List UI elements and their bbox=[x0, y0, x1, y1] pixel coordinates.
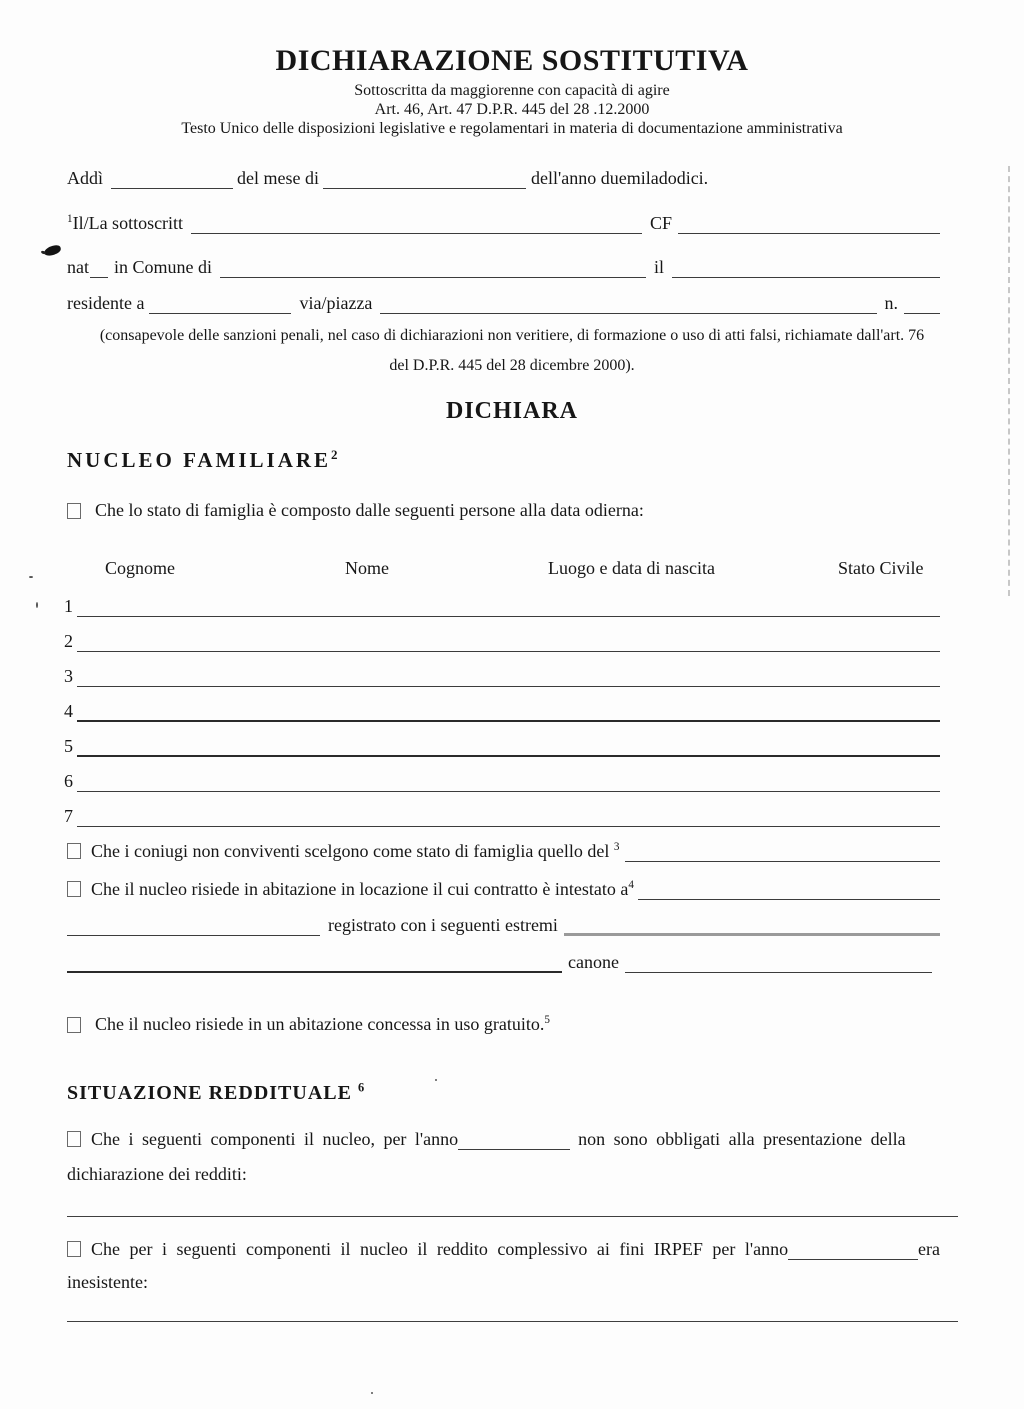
row-number: 4 bbox=[64, 701, 73, 721]
canone-blank bbox=[625, 956, 932, 973]
col-header-luogo-nascita: Luogo e data di nascita bbox=[548, 558, 715, 578]
comune-blank-field bbox=[220, 261, 646, 278]
footnote-ref-4: 4 bbox=[628, 879, 634, 891]
n-label: n. bbox=[884, 293, 898, 313]
addi-label: Addì bbox=[67, 168, 103, 188]
table-row bbox=[64, 736, 940, 757]
row-blank-line bbox=[77, 704, 940, 722]
day-blank-field bbox=[111, 172, 233, 189]
street-number-blank bbox=[904, 297, 940, 314]
table-row bbox=[64, 596, 940, 617]
reddito-inesistente-label-line2: inesistente: bbox=[67, 1272, 148, 1292]
footnote-ref-1: 1 bbox=[67, 213, 73, 225]
reddito-inesistente-label-part1: Che per i seguenti componenti il nucleo il reddito complessivo ai fini IRPEF per l'anno bbox=[91, 1239, 789, 1259]
nat-label: nat bbox=[67, 257, 89, 277]
del-mese-label: del mese di bbox=[237, 168, 319, 188]
date-line bbox=[67, 167, 940, 189]
footnote-ref-2: 2 bbox=[331, 447, 338, 462]
registrato-label: registrato con i seguenti estremi bbox=[328, 915, 558, 935]
canone-label: canone bbox=[568, 952, 619, 972]
canone-row bbox=[67, 951, 940, 973]
footnote-ref-5: 5 bbox=[544, 1014, 550, 1026]
components-blank-line-2 bbox=[67, 1321, 958, 1322]
situazione-reddituale-heading: SITUAZIONE REDDITUALE $^6$ bbox=[67, 1080, 365, 1104]
cf-blank-field bbox=[678, 217, 940, 234]
residence-city-blank bbox=[149, 297, 291, 314]
row-blank-line bbox=[77, 739, 940, 757]
row-blank-line bbox=[77, 670, 940, 687]
penal-warning-line-2: del D.P.R. 445 del 28 dicembre 2000). bbox=[389, 357, 635, 374]
row-blank-line bbox=[77, 635, 940, 652]
penal-warning-line-1: (consapevole delle sanzioni penali, nel caso di dichiarazioni non veritiere, di formazione o uso di atti falsi, richiamate dall'art. 76 bbox=[99, 327, 925, 344]
intestatario-blank bbox=[638, 883, 940, 900]
anno-blank bbox=[458, 1133, 570, 1150]
footnote-ref-3: 3 bbox=[613, 841, 620, 853]
declarant-line bbox=[67, 212, 940, 234]
gender-suffix-blank bbox=[90, 261, 108, 278]
document-subtitle-1: Sottoscritta da maggiorenne con capacità di agire bbox=[354, 82, 670, 99]
checkbox-icon bbox=[67, 1017, 81, 1033]
col-header-nome: Nome bbox=[345, 558, 389, 578]
non-obbligati-label-line2: dichiarazione dei redditi: bbox=[67, 1164, 247, 1184]
month-blank-field bbox=[323, 172, 526, 189]
stato-famiglia-blank bbox=[625, 845, 940, 862]
scan-speck bbox=[36, 602, 38, 608]
checkbox-icon bbox=[67, 1131, 81, 1147]
uso-gratuito-label: Che il nucleo risiede in un abitazione concessa in uso gratuito.$^5$ bbox=[95, 1014, 550, 1034]
il-label: il bbox=[653, 257, 664, 277]
row-number: 5 bbox=[64, 736, 73, 756]
locazione-label: Che il nucleo risiede in abitazione in locazione il cui contratto è intestato $a^4$ bbox=[91, 879, 634, 899]
ink-blot-artifact bbox=[43, 244, 62, 257]
table-row bbox=[64, 806, 940, 827]
street-blank-field bbox=[380, 297, 876, 314]
residente-label: residente a bbox=[67, 293, 145, 313]
reddito-inesistente-checkbox-row bbox=[67, 1238, 940, 1260]
sottoscritt-label: $^1$Il/La sottoscritt bbox=[67, 213, 184, 233]
uso-gratuito-checkbox-row bbox=[67, 1014, 550, 1035]
row-number: 3 bbox=[64, 666, 73, 686]
stato-famiglia-label: Che lo stato di famiglia è composto dalle seguenti persone alla data odierna: bbox=[95, 500, 644, 520]
estremi-blank bbox=[564, 918, 940, 936]
checkbox-icon bbox=[67, 503, 81, 519]
scan-edge-artifact bbox=[1008, 166, 1010, 596]
comune-label: in Comune di bbox=[114, 257, 212, 277]
row-blank-line bbox=[77, 600, 940, 617]
non-obbligati-checkbox-row bbox=[67, 1128, 940, 1150]
coniugi-checkbox-row bbox=[67, 840, 940, 862]
reddito-inesistente-label-part2: era bbox=[918, 1239, 940, 1259]
row-blank-line bbox=[77, 775, 940, 792]
document-subtitle-3: Testo Unico delle disposizioni legislative e regolamentari in materia di documentazione amministrativa bbox=[181, 120, 843, 137]
stato-famiglia-checkbox-row bbox=[67, 500, 644, 521]
checkbox-icon bbox=[67, 1241, 81, 1257]
row-number: 1 bbox=[64, 596, 73, 616]
non-obbligati-label-part1: Che i seguenti componenti il nucleo, per l'anno bbox=[91, 1129, 459, 1149]
components-blank-line-1 bbox=[67, 1216, 958, 1217]
cf-label: CF bbox=[649, 213, 672, 233]
footnote-ref-6: 6 bbox=[357, 1080, 365, 1095]
scan-speck bbox=[435, 1079, 437, 1081]
row-number: 6 bbox=[64, 771, 73, 791]
intestatario-blank-continued bbox=[67, 919, 320, 936]
checkbox-icon bbox=[67, 843, 81, 859]
non-obbligati-label-part2: non sono obbligati alla presentazione della bbox=[578, 1129, 906, 1149]
anno-blank-2 bbox=[788, 1243, 918, 1260]
estremi-blank-continued bbox=[67, 955, 562, 973]
row-number: 2 bbox=[64, 631, 73, 651]
checkbox-icon bbox=[67, 881, 81, 897]
table-row bbox=[64, 701, 940, 722]
row-number: 7 bbox=[64, 806, 73, 826]
birth-line bbox=[67, 256, 940, 278]
table-row bbox=[64, 666, 940, 687]
registrato-row bbox=[67, 914, 940, 936]
anno-label: dell'anno duemiladodici. bbox=[530, 168, 709, 188]
scan-speck bbox=[371, 1392, 373, 1394]
document-subtitle-2: Art. 46, Art. 47 D.P.R. 445 del 28 .12.2000 bbox=[374, 101, 650, 118]
coniugi-label: Che i coniugi non conviventi scelgono come stato di famiglia quello del $^3$ bbox=[91, 841, 620, 861]
nucleo-familiare-heading: NUCLEO FAMILIARE$^2$ bbox=[67, 447, 338, 472]
name-blank-field bbox=[191, 217, 642, 234]
scan-speck bbox=[29, 576, 33, 578]
document-title: DICHIARAZIONE SOSTITUTIVA bbox=[275, 44, 749, 77]
table-row bbox=[64, 771, 940, 792]
col-header-stato-civile: Stato Civile bbox=[838, 558, 924, 578]
col-header-cognome: Cognome bbox=[105, 558, 175, 578]
birthdate-blank-field bbox=[672, 261, 940, 278]
via-label: via/piazza bbox=[299, 293, 373, 313]
locazione-checkbox-row bbox=[67, 878, 940, 900]
table-row bbox=[64, 631, 940, 652]
row-blank-line bbox=[77, 810, 940, 827]
dichiara-heading: DICHIARA bbox=[445, 398, 578, 424]
residence-line bbox=[67, 292, 940, 314]
